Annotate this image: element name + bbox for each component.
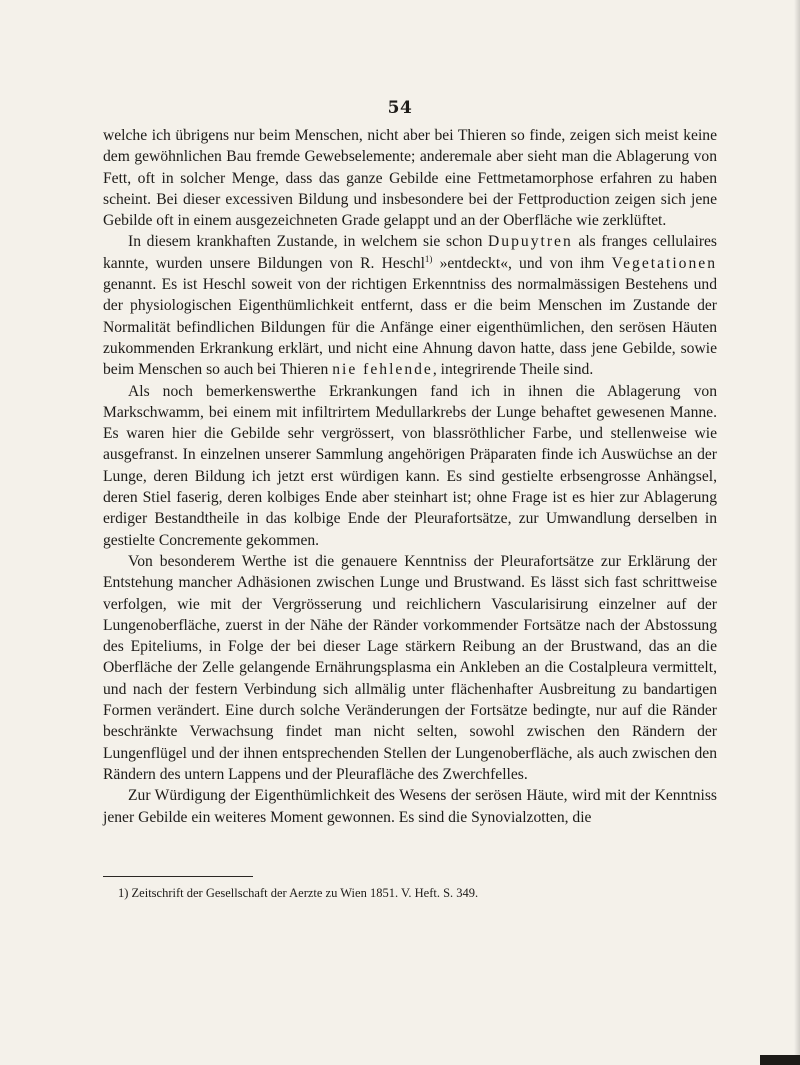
paragraph — [103, 551, 717, 785]
emphasized-text: Vegetationen — [611, 254, 717, 272]
text-run: In diesem krankhaften Zustande, in welchem sie schon — [128, 233, 489, 251]
footnote — [118, 885, 718, 901]
text-run: Als noch bemerkenswerthe Erkrankungen fand ich in ihnen die Ablagerung von Markschwamm, bei einem mit infiltrirtem Medullarkrebs der Lunge behaftet gewesenen Manne. Es waren hier die Gebilde sehr vergrössert, von blassröthlicher Farbe, und stellenweise wie ausgefranst. In einzelnen unserer Sammlung angehörigen Präparaten finde ich Auswüchse an der Lunge, deren Bildung ich jetzt erst würdigen kann. Es sind gestielte erbsengrosse Anhängsel, deren Stiel faserig, deren kolbiges Ende aber steinhart ist; ohne Frage ist es hier zur Ablagerung erdiger Bestandtheile in das kolbige Ende der Pleurafortsätze, zur Umwandlung derselben in gestielte Concremente gekommen. — [103, 382, 717, 549]
paragraph — [103, 125, 717, 231]
footnote-reference: 1) — [424, 253, 433, 264]
text-run: genannt. Es ist Heschl soweit von der richtigen Erkenntniss des normalmässigen Bestehens und der physiologischen Eigenthümlichkeit entfernt, dass er die beim Menschen im Zustande der Normalität befindlichen Bildungen für die Anfänge einer eigenthümlichen, den serösen Häuten zukommenden Erkrankung erklärt, und nicht eine Ahnung davon hatte, dass jene Gebilde, sowie beim Menschen so auch bei Thieren — [103, 276, 717, 379]
text-run: »entdeckt«, und von ihm — [432, 254, 612, 272]
text-run: Von besonderem Werthe ist die genauere Kenntniss der Pleurafortsätze zur Erklärung der Entstehung mancher Adhäsionen zwischen Lunge und Brustwand. Es lässt sich fast schrittweise verfolgen, wie mit der Vergrösserung und reichlichern Vascularisirung einzelner auf der Lungenoberfläche, zuerst in der Nähe der Ränder vorkommender Fortsätze nach der Abstossung des Epiteliums, in Folge der bei dieser Lage stärkern Reibung an der Brustwand, das an die Oberfläche der Zelle gelangende Ernährungsplasma ein Ankleben an die Costalpleura vermittelt, und nach der festern Verbindung sich allmälig unter flächenhafter Ausbreitung zu bandartigen Formen verändert. Eine durch solche Veränderungen der Fortsätze bedingte, nur auf die Ränder beschränkte Verwachsung findet man nicht selten, sowohl zwischen den Rändern der Lungenflügel und der ihnen entsprechenden Stellen der Lungenoberfläche, als auch zwischen den Rändern des untern Lappens und der Pleurafläche des Zwerchfelles. — [103, 552, 717, 783]
body-text — [103, 125, 717, 828]
page-corner-mark — [760, 1055, 800, 1065]
footnote-text: Zeitschrift der Gesellschaft der Aerzte zu Wien 1851. V. Heft. S. 349. — [131, 886, 479, 900]
emphasized-text: nie fehlende — [332, 361, 433, 379]
text-run: Zur Würdigung der Eigenthümlichkeit des Wesens der serösen Häute, wird mit der Kenntniss jener Gebilde ein weiteres Moment gewonnen. Es sind die Synovialzotten, die — [103, 787, 717, 826]
page-edge-shadow — [794, 0, 800, 1065]
paragraph — [103, 785, 717, 828]
paragraph — [103, 381, 717, 551]
footnote-divider — [103, 876, 253, 877]
page-number: 54 — [387, 98, 413, 118]
text-run: welche ich übrigens nur beim Menschen, nicht aber bei Thieren so finde, zeigen sich meist keine dem gewöhnlichen Bau fremde Gewebselemente; anderemale aber sieht man die Ablagerung von Fett, oft in solcher Menge, dass das ganze Gebilde eine Fettmetamorphose erfahren zu haben scheint. Bei dieser excessiven Bildung und insbesondere bei der Fettproduction zeigen sich jene Gebilde oft in einem ausgezeichneten Grade gelappt und an der Oberfläche wie zerklüftet. — [103, 127, 717, 230]
paragraph — [103, 231, 717, 380]
emphasized-text: Dupuytren — [488, 233, 573, 251]
text-run: Heschl — [381, 254, 425, 272]
text-run: als franges cellulaires kannte, wurden unsere Bildungen von R. — [103, 233, 717, 272]
text-run: , integrirende Theile sind. — [432, 361, 594, 379]
footnote-marker: 1) — [118, 886, 129, 900]
